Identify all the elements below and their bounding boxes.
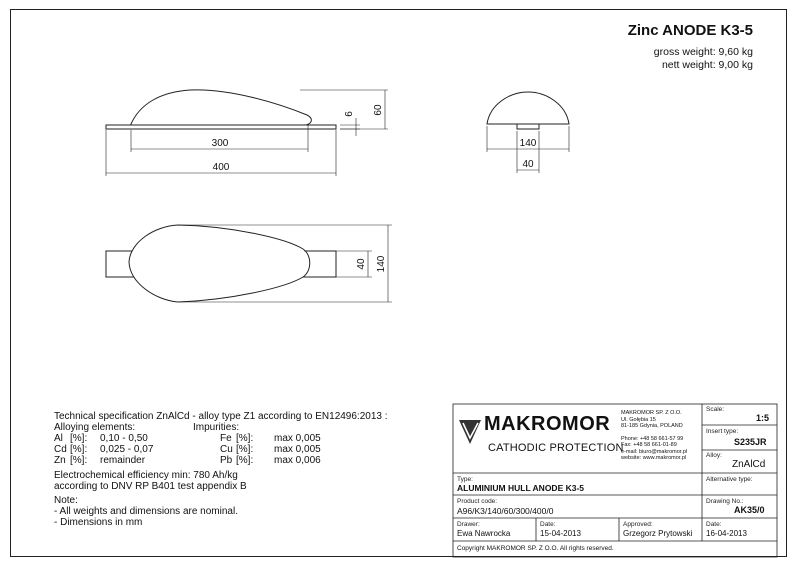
spec-heading: Technical specification ZnAlCd - alloy type Z1 according to EN12496:2013 : (54, 411, 388, 422)
note-2: - Dimensions in mm (54, 517, 143, 528)
type-value: ALUMINIUM HULL ANODE K3-5 (457, 483, 585, 493)
approved-label: Approved: (623, 521, 653, 528)
alloy-value: ZnAlCd (732, 459, 766, 470)
date-drawn-label: Date: (540, 521, 556, 528)
efficiency-line-1: Electrochemical efficiency min: 780 Ah/kg (54, 470, 238, 481)
company-logo-text: MAKROMOR (484, 413, 611, 435)
company-address: MAKROMOR SP. Z O.O. Ul. Gołębia 15 81-185 Gdynia, POLAND Phone: +48 58 661-57 99 Fax: +48 58 661-01-89 e-mail: biuro@makromor.pl website: www.makromor.pl (621, 410, 688, 461)
efficiency-line-2: according to DNV RP B401 test appendix B (54, 481, 247, 492)
dim-300: 300 (211, 138, 229, 149)
nett-weight: nett weight: 9,00 kg (661, 59, 753, 71)
dim-400: 400 (212, 162, 230, 173)
copyright: Copyright MAKROMOR SP. Z O.O. All rights reserved. (457, 545, 614, 552)
spec-row: Al [%]: 0,10 - 0,50 Fe [%]: max 0,005 (54, 433, 321, 444)
drawing-title: Zinc ANODE K3-5 (627, 22, 753, 39)
dim-60: 60 (373, 104, 384, 116)
dim-140-end: 140 (519, 138, 537, 149)
gross-weight: gross weight: 9,60 kg (653, 46, 753, 58)
date-approved-value: 16-04-2013 (706, 529, 747, 538)
drawing-no-label: Drawing No.: (706, 498, 744, 505)
alloy-label: Alloy: (706, 452, 722, 459)
spec-row: Zn [%]: remainder Pb [%]: max 0,006 (54, 455, 321, 466)
dim-40-end: 40 (522, 159, 534, 170)
date-approved-label: Date: (706, 521, 722, 528)
dim-40-top: 40 (356, 258, 367, 270)
note-label: Note: (54, 495, 78, 506)
date-drawn-value: 15-04-2013 (540, 529, 581, 538)
impurities-label: Impurities: (193, 422, 240, 433)
spec-row: Cd [%]: 0,025 - 0,07 Cu [%]: max 0,005 (54, 444, 321, 455)
drawer-value: Ewa Nawrocka (457, 529, 511, 538)
scale-label: Scale: (706, 406, 725, 413)
drawer-label: Drawer: (457, 521, 480, 528)
alloying-label: Alloying elements: (54, 422, 136, 433)
makromor-logo-icon (459, 420, 481, 444)
product-code-value: A96/K3/140/60/300/400/0 (457, 506, 554, 516)
company-subtitle: CATHODIC PROTECTION (488, 442, 624, 454)
approved-value: Grzegorz Prytowski (623, 529, 693, 538)
alternative-type-label: Alternative type: (706, 476, 753, 483)
type-label: Type: (457, 476, 473, 483)
product-code-label: Product code: (457, 498, 498, 505)
insert-type-label: Insert type: (706, 428, 739, 435)
scale-value: 1:5 (756, 413, 770, 423)
drawing-no-value: AK35/0 (734, 505, 765, 515)
insert-type-value: S235JR (734, 437, 767, 447)
note-1: - All weights and dimensions are nominal. (54, 506, 238, 517)
dim-6: 6 (344, 111, 355, 117)
dim-140-top: 140 (376, 255, 387, 273)
